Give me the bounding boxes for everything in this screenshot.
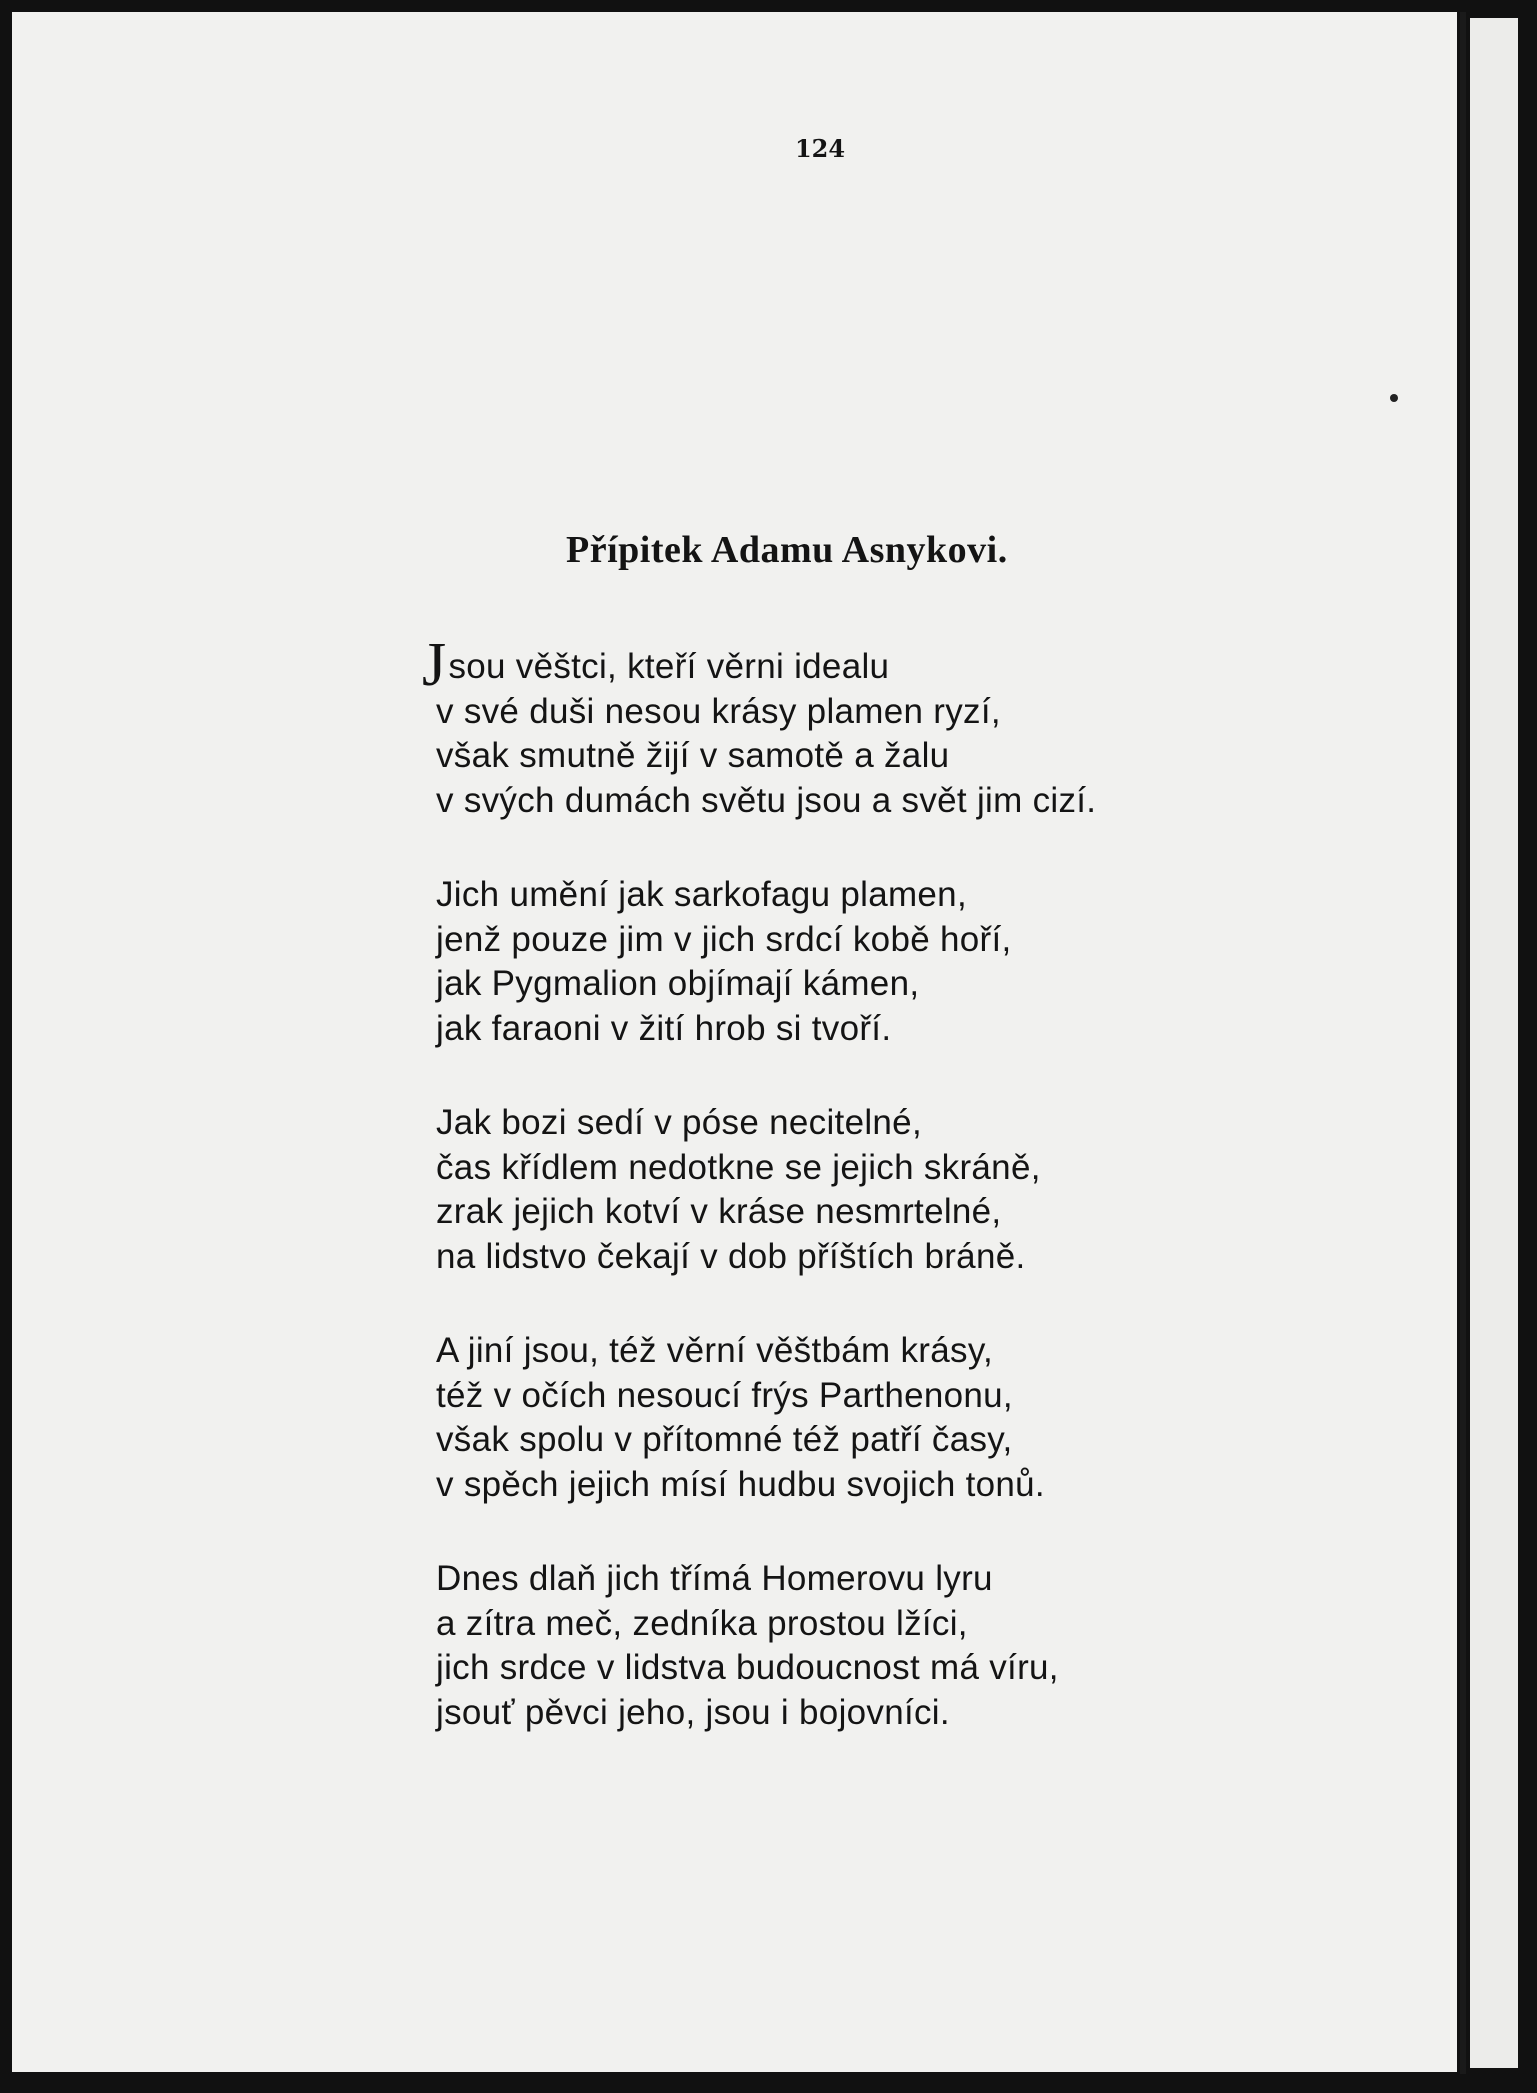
poem-line: jich srdce v lidstva budoucnost má víru, — [436, 1648, 1059, 1687]
stanza-4 — [436, 1329, 1096, 1507]
poem-line: jak faraoni v žití hrob si tvoří. — [436, 1008, 892, 1048]
stanza-5 — [436, 1557, 1096, 1735]
poem-line: a zítra meč, zedníka prostou lžíci, — [436, 1603, 968, 1643]
poem-line: čas křídlem nedotkne se jejich skráně, — [436, 1147, 1041, 1187]
poem-line: Jich umění jak sarkofagu plamen, — [436, 875, 967, 914]
stanza-2 — [436, 873, 1096, 1051]
page-number: 124 — [794, 134, 846, 163]
poem-line: jak Pygmalion objímají kámen, — [436, 964, 920, 1003]
poem-line: též v očích nesoucí frýs Parthenonu, — [436, 1375, 1013, 1415]
poem-body — [422, 631, 1097, 1785]
poem-line: však spolu v přítomné též patří časy, — [436, 1420, 1013, 1459]
poem-line: A jiní jsou, též věrní věštbám krásy, — [436, 1331, 994, 1370]
poem-title: Přípitek Adamu Asnykovi. — [566, 529, 1008, 571]
poem-line: v své duši nesou krásy plamen ryzí, — [436, 691, 1001, 731]
poem-line: však smutně žijí v samotě a žalu — [436, 736, 950, 775]
poem-line: Jsou věštci, kteří věrni idealu — [422, 631, 890, 699]
poem-line: na lidstvo čekají v dob příštích bráně. — [436, 1236, 1026, 1276]
poem-line: zrak jejich kotví v kráse nesmrtelné, — [436, 1192, 1002, 1231]
poem-line: v svých dumách světu jsou a svět jim cizí. — [436, 780, 1097, 820]
stanza-3 — [436, 1101, 1096, 1279]
poem-line: jenž pouze jim v jich srdcí kobě hoří, — [436, 919, 1012, 959]
drop-cap: J — [422, 631, 447, 699]
page-edge-shadow — [1460, 12, 1466, 2074]
ink-speck — [1390, 394, 1398, 402]
poem-line: jsouť pěvci jeho, jsou i bojovníci. — [436, 1692, 950, 1732]
poem-line: Jak bozi sedí v póse necitelné, — [436, 1103, 922, 1142]
poem-line: Dnes dlaň jich třímá Homerovu lyru — [436, 1559, 993, 1598]
poem-line: v spěch jejich mísí hudbu svojich tonů. — [436, 1464, 1045, 1504]
facing-page-edge — [1470, 18, 1518, 2068]
stanza-1 — [422, 631, 1097, 823]
